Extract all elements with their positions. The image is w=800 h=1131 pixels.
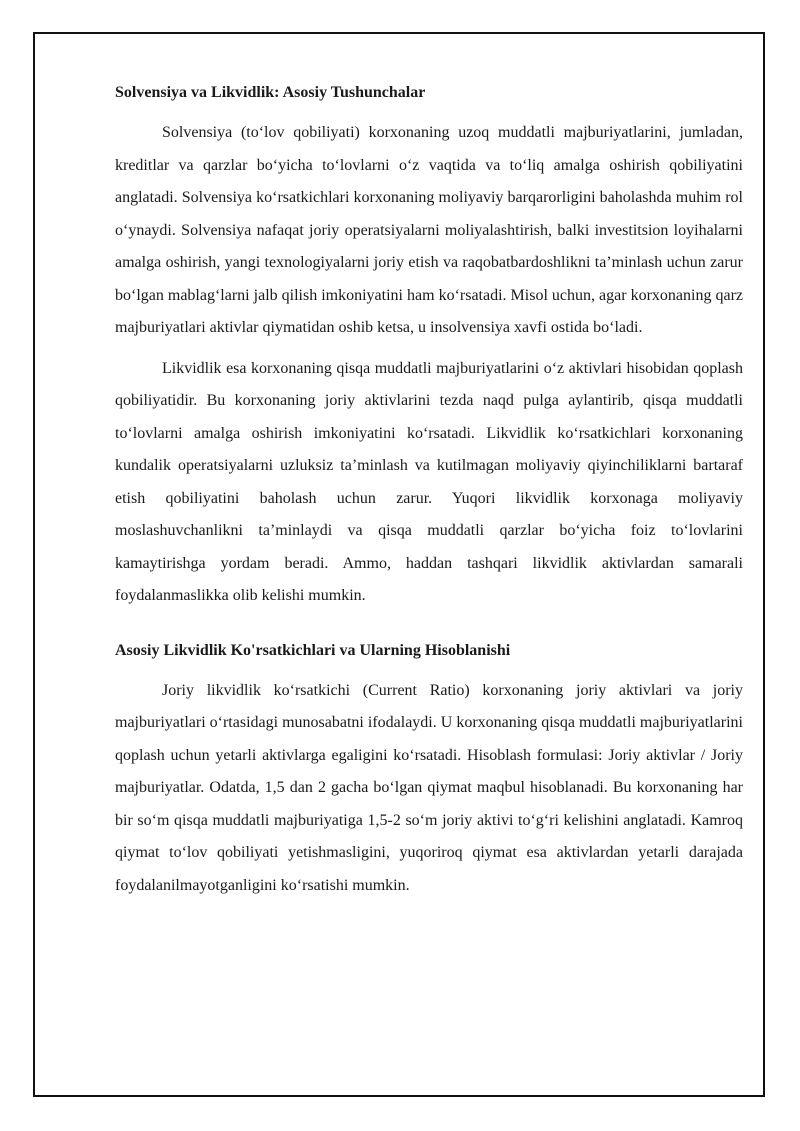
section-heading-liquidity-ratios: Asosiy Likvidlik Ko'rsatkichlari va Ularning Hisoblanishi bbox=[115, 641, 511, 659]
paragraph-liquidity: Likvidlik esa korxonaning qisqa muddatli majburiyatlarini o‘z aktivlari hisobidan qoplash qobiliyatidir. Bu korxonaning joriy aktivlarini tezda naqd pulga aylantirib, qisqa muddatli to‘lovlarni amalga oshirish imkoniyatini ko‘rsatadi. Likvidlik ko‘rsatkichlari korxonaning kundalik operatsiyalarni uzluksiz ta’minlash va kutilmagan moliyaviy qiyinchiliklarni bartaraf etish qobiliyatini baholash uchun zarur. Yuqori likvidlik korxonaga moliyaviy moslashuvchanlikni ta’minlaydi va qisqa muddatli qarzlar bo‘yicha foiz to‘lovlarini kamaytirishga yordam beradi. Ammo, haddan tashqari likvidlik aktivlardan samarali foydalanmaslikka olib kelishi mumkin. bbox=[115, 359, 743, 604]
paragraph-current-ratio: Joriy likvidlik ko‘rsatkichi (Current Ratio) korxonaning joriy aktivlari va joriy majburiyatlari o‘rtasidagi munosabatni ifodalaydi. U korxonaning qisqa muddatli majburiyatlarini qoplash uchun yetarli aktivlarga egaligini ko‘rsatadi. Hisoblash formulasi: Joriy aktivlar / Joriy majburiyatlar. Odatda, 1,5 dan 2 gacha bo‘lgan qiymat maqbul hisoblanadi. Bu korxonaning har bir so‘m qisqa muddatli majburiyatiga 1,5-2 so‘m joriy aktivi to‘g‘ri kelishini anglatadi. Kamroq qiymat to‘lov qobiliyati yetishmasligini, yuqoriroq qiymat esa aktivlardan yetarli darajada foydalanilmayotganligini ko‘rsatishi mumkin. bbox=[115, 681, 743, 894]
document-body bbox=[115, 83, 743, 910]
section-heading-solvency-liquidity: Solvensiya va Likvidlik: Asosiy Tushunchalar bbox=[115, 84, 426, 101]
paragraph-solvency: Solvensiya (to‘lov qobiliyati) korxonaning uzoq muddatli majburiyatlarini, jumladan, kreditlar va qarzlar bo‘yicha to‘lovlarni o‘z vaqtida va to‘liq amalga oshirish qobiliyatini anglatadi. Solvensiya ko‘rsatkichlari korxonaning moliyaviy barqarorligini baholashda muhim rol o‘ynaydi. Solvensiya nafaqat joriy operatsiyalarni moliyalashtirish, balki investitsion loyihalarni amalga oshirish, yangi texnologiyalarni joriy etish va raqobatbardoshlikni ta’minlash uchun zarur bo‘lgan mablag‘larni jalb qilish imkoniyatini ham ko‘rsatadi. Misol uchun, agar korxonaning qarz majburiyatlari aktivlar qiymatidan oshib ketsa, u insolvensiya xavfi ostida bo‘ladi. bbox=[115, 124, 743, 336]
